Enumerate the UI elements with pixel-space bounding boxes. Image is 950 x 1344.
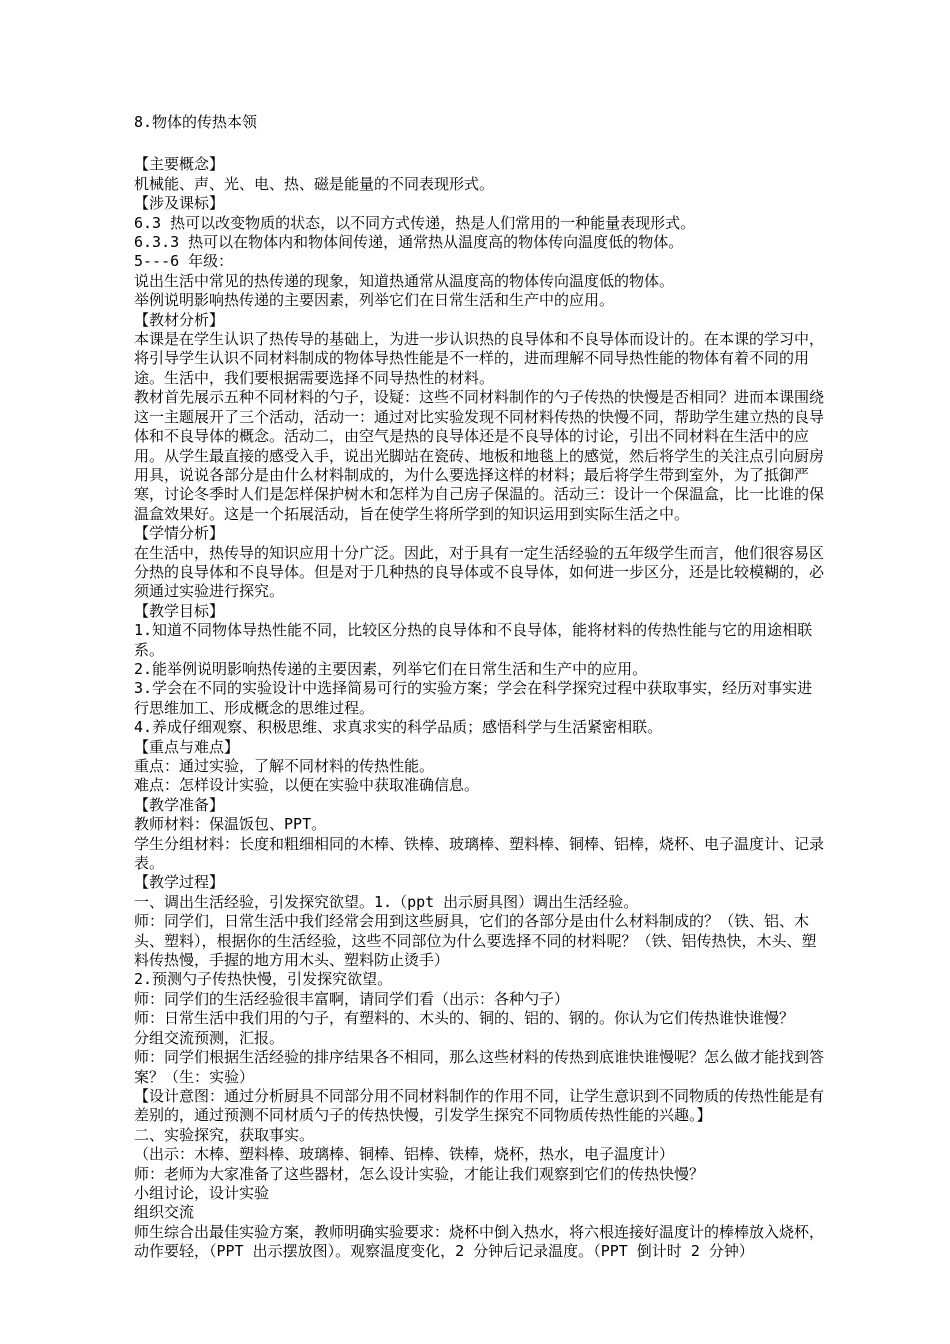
text-paragraph: 小组讨论，设计实验 <box>134 1183 270 1202</box>
text-paragraph: （出示：木棒、塑料棒、玻璃棒、铜棒、铝棒、铁棒，烧杯，热水，电子温度计） <box>134 1145 675 1164</box>
text-paragraph: 【涉及课标】 <box>134 194 225 213</box>
text-paragraph: 1.知道不同物体导热性能不同，比较区分热的良导体和不良导体，能将材料的传热性能与它的用途相联系。 <box>134 621 813 659</box>
text-paragraph: 教材首先展示五种不同材料的勺子，设疑：这些不同材料制作的勺子传热的快慢是否相同？进而本课围绕这一主题展开了三个活动，活动一：通过对比实验发现不同材料传热的快慢不同，帮助学生建立热的良导体和不良导体的概念。活动二，由空气是热的良导体还是不良导体的讨论，引出不同材料在生活中的应用。从学生最直接的感受入手，说出光脚站在瓷砖、地板和地毯上的感觉，然后将学生的关注点引向厨房用具，说说各部分是由什么材料制成的，为什么要选择这样的材料；最后将学生带到室外，为了抵御严寒，讨论冬季时人们是怎样保护树木和怎样为自己房子保温的。活动三：设计一个保温盒，比一比谁的保温盒效果好。这是一个拓展活动，旨在使学生将所学到的知识运用到实际生活之中。 <box>134 388 825 523</box>
text-paragraph: 【学情分析】 <box>134 524 225 543</box>
text-paragraph: 机械能、声、光、电、热、磁是能量的不同表现形式。 <box>134 174 495 193</box>
text-paragraph: 师：同学们根据生活经验的排序结果各不相同，那么这些材料的传热到底谁快谁慢呢？怎么做才能找到答案？（生：实验） <box>134 1048 825 1086</box>
text-paragraph: 6.3 热可以改变物质的状态，以不同方式传递，热是人们常用的一种能量表现形式。 <box>134 213 696 232</box>
document-lines <box>134 155 824 1261</box>
text-paragraph: 教师材料：保温饭包、PPT。 <box>134 815 327 834</box>
text-paragraph: 5---6 年级： <box>134 252 234 271</box>
text-paragraph: 【主要概念】 <box>134 155 225 174</box>
text-paragraph: 一、调出生活经验，引发探究欲望。1.（ppt 出示厨具图）调出生活经验。 <box>134 892 639 911</box>
text-paragraph: 2.能举例说明影响热传递的主要因素，列举它们在日常生活和生产中的应用。 <box>134 659 648 678</box>
text-paragraph: 组织交流 <box>134 1203 195 1222</box>
text-paragraph: 【教学过程】 <box>134 873 225 892</box>
document-body <box>134 113 824 1262</box>
text-paragraph: 师：日常生活中我们用的勺子，有塑料的、木头的、铜的、铝的、钢的。你认为它们传热谁快谁慢？ <box>134 1009 795 1028</box>
text-paragraph: 6.3.3 热可以在物体内和物体间传递，通常热从温度高的物体传向温度低的物体。 <box>134 233 684 252</box>
text-paragraph: 本课是在学生认识了热传导的基础上，为进一步认识热的良导体和不良导体而设计的。在本课的学习中，将引导学生认识不同材料制成的物体导热性能是不一样的，进而理解不同导热性能的物体有着不同的用途。生活中，我们要根据需要选择不同导热性的材料。 <box>134 330 825 387</box>
text-paragraph: 2.预测勺子传热快慢，引发探究欲望。 <box>134 970 393 989</box>
text-paragraph: 学生分组材料：长度和粗细相同的木棒、铁棒、玻璃棒、塑料棒、铜棒、铝棒，烧杯、电子温度计、记录表。 <box>134 834 825 873</box>
text-paragraph: 师：同学们，日常生活中我们经常会用到这些厨具，它们的各部分是由什么材料制成的？（铁、铝、木头、塑料），根据你的生活经验，这些不同部位为什么要选择不同的材料呢？（铁、铝传热快，木头、塑料传热慢，手握的地方用木头、塑料防止烫手） <box>134 912 817 970</box>
document-title: 8.物体的传热本领 <box>134 113 258 131</box>
text-paragraph: 重点：通过实验，了解不同材料的传热性能。 <box>134 757 435 775</box>
text-paragraph: 师生综合出最佳实验方案，教师明确实验要求：烧杯中倒入热水，将六根连接好温度计的棒棒放入烧杯，动作要轻，（PPT 出示摆放图）。观察温度变化，2 分钟后记录温度。（PPT 倒计时 2 分钟） <box>134 1222 825 1261</box>
text-paragraph: 师：老师为大家准备了这些器材，怎么设计实验，才能让我们观察到它们的传热快慢？ <box>134 1164 705 1183</box>
text-paragraph: 二、实验探究，获取事实。 <box>134 1125 315 1144</box>
text-paragraph: 分组交流预测，汇报。 <box>134 1028 285 1047</box>
text-paragraph: 【教材分析】 <box>134 310 225 329</box>
text-paragraph: 3.学会在不同的实验设计中选择简易可行的实验方案；学会在科学探究过程中获取事实，经历对事实进行思维加工、形成概念的思维过程。 <box>134 679 813 717</box>
text-paragraph: 【重点与难点】 <box>134 737 240 756</box>
text-paragraph: 举例说明影响热传递的主要因素，列举它们在日常生活和生产中的应用。 <box>134 291 615 310</box>
text-paragraph: 4.养成仔细观察、积极思维、求真求实的科学品质；感悟科学与生活紧密相联。 <box>134 718 663 737</box>
text-paragraph: 【教学准备】 <box>134 795 225 814</box>
text-paragraph: 【设计意图：通过分析厨具不同部分用不同材料制作的作用不同，让学生意识到不同物质的传热性能是有差别的，通过预测不同材质勺子的传热快慢，引发学生探究不同物质传热性能的兴趣。】 <box>134 1086 825 1125</box>
text-paragraph: 难点：怎样设计实验，以便在实验中获取准确信息。 <box>134 776 480 795</box>
text-paragraph: 在生活中，热传导的知识应用十分广泛。因此，对于具有一定生活经验的五年级学生而言，他们很容易区分热的良导体和不良导体。但是对于几种热的良导体或不良导体，如何进一步区分，还是比较模糊的，必须通过实验进行探究。 <box>134 543 825 601</box>
text-paragraph: 【教学目标】 <box>134 601 225 620</box>
text-paragraph: 说出生活中常见的热传递的现象，知道热通常从温度高的物体传向温度低的物体。 <box>134 271 675 290</box>
text-paragraph: 师：同学们的生活经验很丰富啊，请同学们看（出示：各种勺子） <box>134 989 570 1008</box>
